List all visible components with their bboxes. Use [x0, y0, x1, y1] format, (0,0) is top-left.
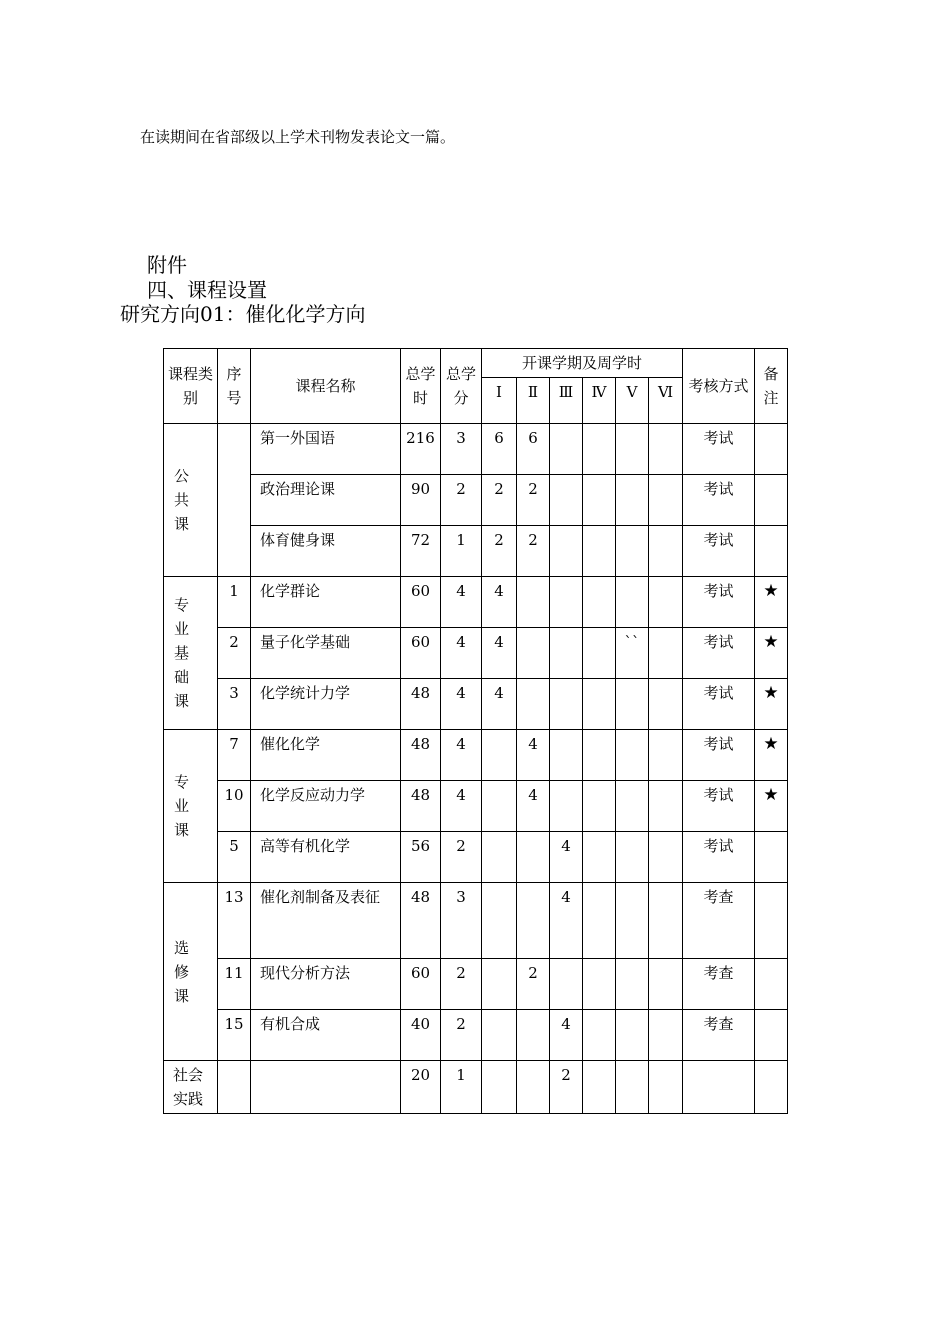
semester-6-cell	[649, 832, 683, 883]
semester-3-cell: 4	[550, 883, 583, 959]
semester-2-cell: 2	[517, 526, 550, 577]
semester-6-cell	[649, 526, 683, 577]
table-row	[164, 781, 788, 832]
semester-6-cell	[649, 475, 683, 526]
semester-6-cell	[649, 577, 683, 628]
semester-5-cell	[616, 781, 649, 832]
table-row	[164, 832, 788, 883]
assessment-cell: 考试	[683, 475, 755, 526]
total-hours-cell: 48	[401, 781, 441, 832]
seq-cell: 15	[218, 1010, 251, 1061]
seq-cell: 5	[218, 832, 251, 883]
semester-3-cell: 2	[550, 1061, 583, 1114]
semester-2-cell: 4	[517, 730, 550, 781]
assessment-cell: 考试	[683, 679, 755, 730]
course-name-cell: 高等有机化学	[251, 832, 401, 883]
semester-1-cell: 2	[482, 475, 517, 526]
semester-6-cell	[649, 730, 683, 781]
semester-6-cell	[649, 1061, 683, 1114]
note-cell	[755, 959, 788, 1010]
table-row	[164, 424, 788, 475]
semester-2-cell	[517, 577, 550, 628]
semester-1-cell: 2	[482, 526, 517, 577]
seq-cell: 11	[218, 959, 251, 1010]
header-semester-6: Ⅵ	[649, 378, 683, 424]
course-table	[163, 348, 788, 1114]
semester-4-cell	[583, 577, 616, 628]
semester-4-cell	[583, 679, 616, 730]
semester-3-cell	[550, 577, 583, 628]
total-hours-cell: 40	[401, 1010, 441, 1061]
semester-6-cell	[649, 959, 683, 1010]
credits-cell: 4	[441, 679, 482, 730]
semester-4-cell	[583, 959, 616, 1010]
semester-3-cell: 4	[550, 1010, 583, 1061]
credits-cell: 4	[441, 730, 482, 781]
semester-5-cell	[616, 526, 649, 577]
semester-3-cell	[550, 959, 583, 1010]
course-name-cell	[251, 1061, 401, 1114]
semester-5-cell	[616, 577, 649, 628]
credits-cell: 3	[441, 424, 482, 475]
total-hours-cell: 72	[401, 526, 441, 577]
semester-1-cell: 4	[482, 577, 517, 628]
credits-cell: 3	[441, 883, 482, 959]
semester-3-cell	[550, 424, 583, 475]
note-cell	[755, 475, 788, 526]
total-hours-cell: 48	[401, 679, 441, 730]
semester-5-cell	[616, 1010, 649, 1061]
attachment-heading: 附件	[147, 253, 187, 277]
direction-heading: 研究方向01：催化化学方向	[120, 302, 366, 326]
course-name-cell: 化学反应动力学	[251, 781, 401, 832]
header-name: 课程名称	[251, 349, 401, 424]
assessment-cell: 考试	[683, 832, 755, 883]
assessment-cell: 考查	[683, 1010, 755, 1061]
assessment-cell: 考试	[683, 628, 755, 679]
semester-1-cell: 4	[482, 628, 517, 679]
course-name-cell: 有机合成	[251, 1010, 401, 1061]
semester-4-cell	[583, 424, 616, 475]
course-name-cell: 化学群论	[251, 577, 401, 628]
semester-1-cell: 4	[482, 679, 517, 730]
category-cell-major-basic: 专业基础课	[164, 577, 218, 730]
semester-1-cell	[482, 1061, 517, 1114]
section-heading: 四、课程设置	[147, 278, 267, 302]
note-cell	[755, 526, 788, 577]
assessment-cell	[683, 1061, 755, 1114]
note-cell: ★	[755, 781, 788, 832]
semester-5-cell	[616, 959, 649, 1010]
header-seq: 序号	[218, 349, 251, 424]
course-name-cell: 政治理论课	[251, 475, 401, 526]
assessment-cell: 考试	[683, 781, 755, 832]
header-semester-5: Ⅴ	[616, 378, 649, 424]
header-semester-4: Ⅳ	[583, 378, 616, 424]
semester-4-cell	[583, 628, 616, 679]
note-cell: ★	[755, 730, 788, 781]
intro-text: 在读期间在省部级以上学术刊物发表论文一篇。	[140, 128, 456, 146]
total-hours-cell: 48	[401, 883, 441, 959]
seq-cell: 1	[218, 577, 251, 628]
semester-1-cell: 6	[482, 424, 517, 475]
course-name-cell: 催化化学	[251, 730, 401, 781]
semester-1-cell	[482, 832, 517, 883]
note-cell	[755, 424, 788, 475]
semester-1-cell	[482, 883, 517, 959]
assessment-cell: 考查	[683, 959, 755, 1010]
semester-6-cell	[649, 628, 683, 679]
semester-6-cell	[649, 781, 683, 832]
semester-2-cell	[517, 1061, 550, 1114]
table-row	[164, 959, 788, 1010]
table-row	[164, 730, 788, 781]
seq-cell: 7	[218, 730, 251, 781]
semester-6-cell	[649, 883, 683, 959]
note-cell	[755, 832, 788, 883]
semester-6-cell	[649, 1010, 683, 1061]
total-hours-cell: 56	[401, 832, 441, 883]
credits-cell: 2	[441, 1010, 482, 1061]
course-name-cell: 现代分析方法	[251, 959, 401, 1010]
credits-cell: 4	[441, 577, 482, 628]
header-assessment: 考核方式	[683, 349, 755, 424]
course-name-cell: 化学统计力学	[251, 679, 401, 730]
semester-2-cell	[517, 628, 550, 679]
semester-5-cell	[616, 832, 649, 883]
credits-cell: 4	[441, 628, 482, 679]
note-cell: ★	[755, 577, 788, 628]
semester-3-cell	[550, 730, 583, 781]
semester-3-cell	[550, 475, 583, 526]
semester-4-cell	[583, 832, 616, 883]
semester-6-cell	[649, 679, 683, 730]
header-row	[164, 349, 788, 378]
table-row	[164, 526, 788, 577]
category-cell-social: 社会实践	[164, 1061, 218, 1114]
credits-cell: 2	[441, 959, 482, 1010]
header-semester-3: Ⅲ	[550, 378, 583, 424]
category-cell-major: 专业课	[164, 730, 218, 883]
table-row	[164, 679, 788, 730]
credits-cell: 1	[441, 1061, 482, 1114]
header-semester-2: Ⅱ	[517, 378, 550, 424]
header-credits: 总学分	[441, 349, 482, 424]
semester-3-cell: 4	[550, 832, 583, 883]
seq-cell: 2	[218, 628, 251, 679]
table-row	[164, 1061, 788, 1114]
seq-cell	[218, 1061, 251, 1114]
total-hours-cell: 60	[401, 628, 441, 679]
seq-cell	[218, 424, 251, 577]
category-cell-elective: 选修课	[164, 883, 218, 1061]
course-name-cell: 催化剂制备及表征	[251, 883, 401, 959]
semester-1-cell	[482, 730, 517, 781]
credits-cell: 2	[441, 832, 482, 883]
semester-1-cell	[482, 781, 517, 832]
note-cell	[755, 1010, 788, 1061]
semester-5-cell	[616, 475, 649, 526]
semester-6-cell	[649, 424, 683, 475]
semester-2-cell: 2	[517, 475, 550, 526]
course-name-cell: 第一外国语	[251, 424, 401, 475]
note-cell	[755, 883, 788, 959]
table-row	[164, 883, 788, 959]
semester-5-cell	[616, 1061, 649, 1114]
note-cell	[755, 1061, 788, 1114]
semester-1-cell	[482, 1010, 517, 1061]
assessment-cell: 考试	[683, 577, 755, 628]
semester-5-cell: ``	[616, 628, 649, 679]
total-hours-cell: 90	[401, 475, 441, 526]
header-semester-1: Ⅰ	[482, 378, 517, 424]
semester-4-cell	[583, 475, 616, 526]
header-category: 课程类别	[164, 349, 218, 424]
semester-3-cell	[550, 526, 583, 577]
assessment-cell: 考试	[683, 526, 755, 577]
semester-2-cell: 2	[517, 959, 550, 1010]
total-hours-cell: 60	[401, 959, 441, 1010]
assessment-cell: 考试	[683, 730, 755, 781]
semester-2-cell: 6	[517, 424, 550, 475]
seq-cell: 10	[218, 781, 251, 832]
semester-5-cell	[616, 679, 649, 730]
note-cell: ★	[755, 628, 788, 679]
table-row	[164, 475, 788, 526]
table-row	[164, 577, 788, 628]
semester-5-cell	[616, 730, 649, 781]
semester-1-cell	[482, 959, 517, 1010]
table-row	[164, 628, 788, 679]
category-cell-public: 公共课	[164, 424, 218, 577]
header-note: 备注	[755, 349, 788, 424]
total-hours-cell: 48	[401, 730, 441, 781]
assessment-cell: 考试	[683, 424, 755, 475]
credits-cell: 2	[441, 475, 482, 526]
total-hours-cell: 216	[401, 424, 441, 475]
semester-3-cell	[550, 628, 583, 679]
table-row	[164, 1010, 788, 1061]
semester-4-cell	[583, 526, 616, 577]
semester-4-cell	[583, 1061, 616, 1114]
course-name-cell: 量子化学基础	[251, 628, 401, 679]
semester-3-cell	[550, 679, 583, 730]
semester-2-cell	[517, 883, 550, 959]
header-semester-group: 开课学期及周学时	[482, 349, 683, 378]
semester-2-cell: 4	[517, 781, 550, 832]
semester-4-cell	[583, 883, 616, 959]
semester-5-cell	[616, 883, 649, 959]
note-cell: ★	[755, 679, 788, 730]
course-name-cell: 体育健身课	[251, 526, 401, 577]
total-hours-cell: 20	[401, 1061, 441, 1114]
seq-cell: 3	[218, 679, 251, 730]
semester-4-cell	[583, 781, 616, 832]
total-hours-cell: 60	[401, 577, 441, 628]
semester-2-cell	[517, 679, 550, 730]
semester-2-cell	[517, 832, 550, 883]
semester-3-cell	[550, 781, 583, 832]
semester-5-cell	[616, 424, 649, 475]
seq-cell: 13	[218, 883, 251, 959]
semester-4-cell	[583, 730, 616, 781]
assessment-cell: 考查	[683, 883, 755, 959]
credits-cell: 1	[441, 526, 482, 577]
semester-4-cell	[583, 1010, 616, 1061]
semester-2-cell	[517, 1010, 550, 1061]
header-total-hours: 总学时	[401, 349, 441, 424]
credits-cell: 4	[441, 781, 482, 832]
